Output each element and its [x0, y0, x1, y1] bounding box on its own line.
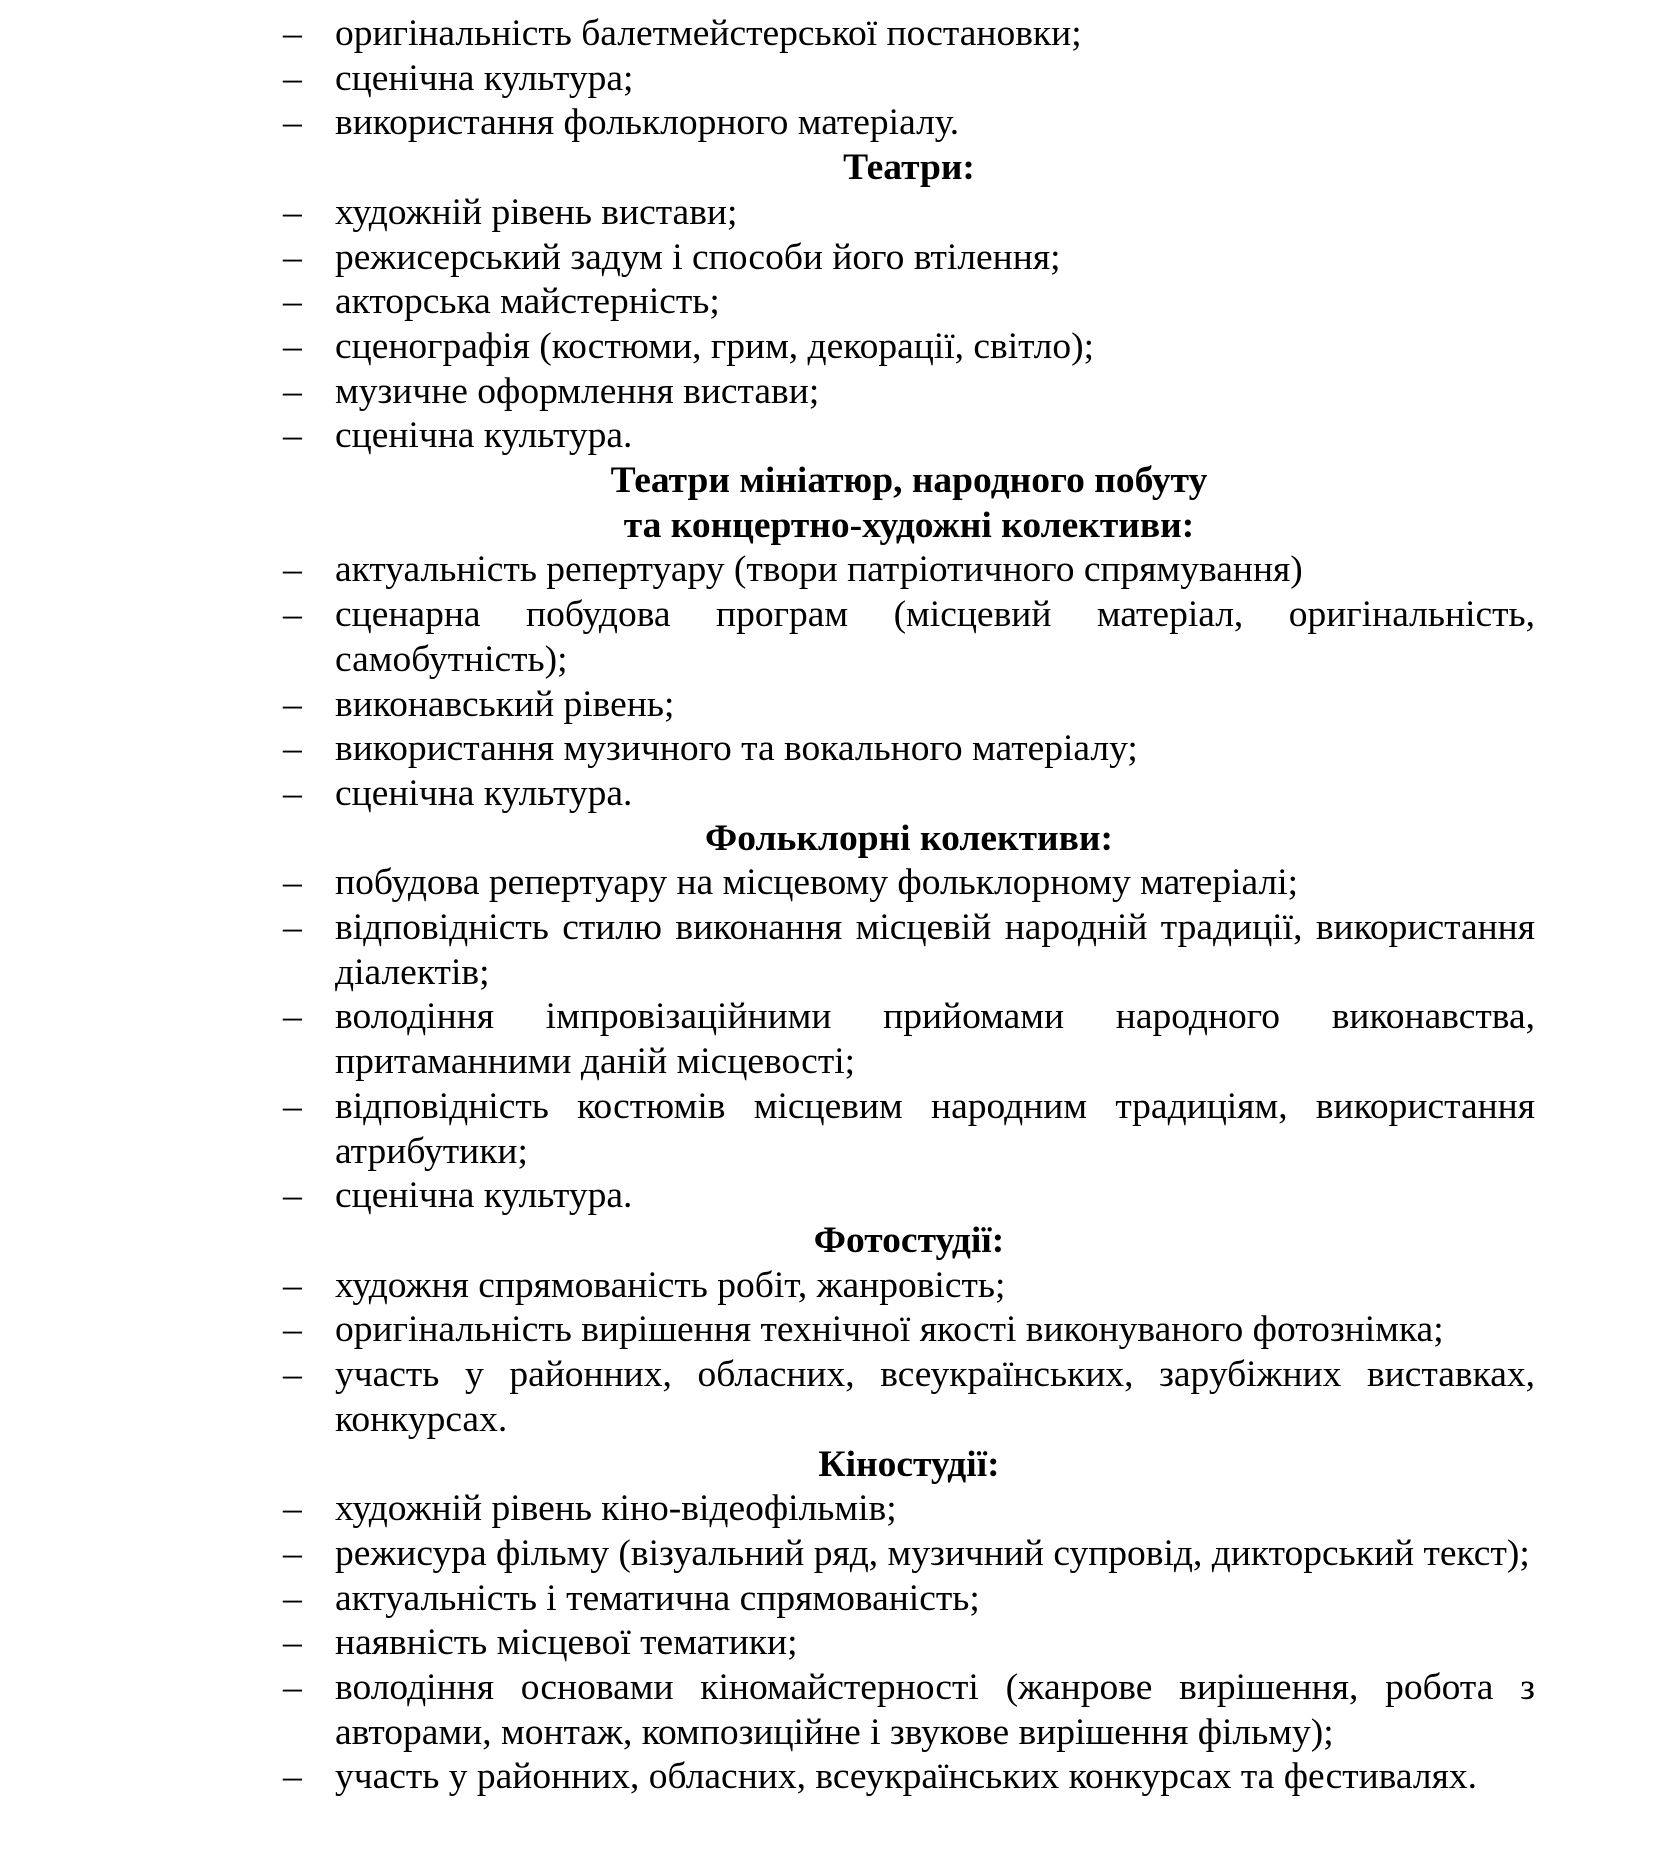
list-item-text: режисура фільму (візуальний ряд, музичний супровід, дикторський текст); — [335, 1532, 1530, 1574]
dash-bullet: – — [283, 415, 302, 457]
section-heading: Фольклорні колективи: — [704, 817, 1113, 859]
dash-bullet: – — [283, 1264, 302, 1306]
dash-bullet: – — [283, 57, 302, 99]
list-item-text: художній рівень вистави; — [335, 191, 738, 233]
list-item-text: використання музичного та вокального матеріалу; — [335, 728, 1138, 770]
section-heading: Театри: — [843, 147, 975, 189]
dash-bullet: – — [283, 996, 302, 1038]
list-item-text: сценічна культура. — [335, 772, 633, 814]
dash-bullet: – — [283, 1309, 302, 1351]
dash-bullet: – — [283, 728, 302, 770]
list-item — [283, 727, 1535, 772]
list-item-text: сценографія (костюми, грим, декорації, світло); — [335, 325, 1094, 367]
list-item-text: режисерський задум і способи його втілення; — [335, 236, 1061, 278]
list-item — [283, 1487, 1535, 1532]
list-item — [283, 325, 1535, 370]
list-item-text: участь у районних, обласних, всеукраїнських, зарубіжних виставках, конкурсах. — [335, 1354, 1535, 1440]
list-item-text: відповідність стилю виконання місцевій народній традиції, використання діалектів; — [335, 907, 1535, 993]
list-item — [283, 1308, 1535, 1353]
list-item-text: володіння імпровізаційними прийомами народного виконавства, притаманними даній місцевості; — [335, 996, 1535, 1083]
list-item — [283, 370, 1535, 415]
list-item-text: художній рівень кіно-відеофільмів; — [335, 1488, 897, 1530]
list-item — [283, 1755, 1535, 1800]
list-item — [283, 414, 1535, 459]
list-item-text: сценічна культура. — [335, 415, 633, 457]
list-item-text: використання фольклорного матеріалу. — [335, 102, 960, 144]
list-item — [283, 1666, 1535, 1755]
list-item — [283, 101, 1535, 146]
list-item-text: актуальність і тематична спрямованість; — [335, 1577, 980, 1619]
list-item — [283, 1577, 1535, 1622]
list-item — [283, 1174, 1535, 1219]
dash-bullet: – — [283, 236, 302, 278]
list-item-text: сценічна культура; — [335, 57, 634, 99]
dash-bullet: – — [283, 1667, 302, 1709]
list-item — [283, 1621, 1535, 1666]
document-section — [283, 1443, 1535, 1801]
list-item — [283, 236, 1535, 281]
list-item — [283, 1532, 1535, 1577]
list-item — [283, 191, 1535, 236]
list-item — [283, 593, 1535, 682]
list-item — [283, 995, 1535, 1084]
dash-bullet: – — [283, 281, 302, 323]
list-item-text: володіння основами кіномайстерності (жанрове вирішення, робота з авторами, монтаж, композиційне і звукове вирішення фільму); — [335, 1667, 1535, 1753]
list-item-text: художня спрямованість робіт, жанровість; — [335, 1264, 1006, 1306]
document-page — [283, 12, 1535, 1800]
list-item — [283, 906, 1535, 995]
list-item-text: відповідність костюмів місцевим народним традиціям, використання атрибутики; — [335, 1085, 1535, 1172]
list-item-text: музичне оформлення вистави; — [335, 370, 820, 412]
dash-bullet: – — [283, 1622, 302, 1664]
dash-bullet: – — [283, 1175, 302, 1217]
section-heading: Кіностудії: — [818, 1443, 1000, 1485]
list-item — [283, 548, 1535, 593]
list-item-text: акторська майстерність; — [335, 281, 720, 323]
list-item — [283, 280, 1535, 325]
list-item-text: побудова репертуару на місцевому фольклорному матеріалі; — [335, 862, 1299, 904]
dash-bullet: – — [283, 325, 302, 367]
dash-bullet: – — [283, 772, 302, 814]
dash-bullet: – — [283, 1488, 302, 1530]
dash-bullet: – — [283, 13, 302, 54]
dash-bullet: – — [283, 549, 302, 591]
list-item-text: оригінальність вирішення технічної якості виконуваного фотознімка; — [335, 1309, 1444, 1351]
document-section — [283, 146, 1535, 459]
dash-bullet: – — [283, 1085, 302, 1127]
list-item — [283, 12, 1535, 57]
dash-bullet: – — [283, 907, 302, 949]
dash-bullet: – — [283, 862, 302, 904]
list-item — [283, 57, 1535, 102]
list-item-text: виконавський рівень; — [335, 683, 675, 725]
list-item-text: оригінальність балетмейстерської постановки; — [335, 13, 1082, 54]
dash-bullet: – — [283, 594, 302, 636]
dash-bullet: – — [283, 1532, 302, 1574]
document-section — [283, 459, 1535, 817]
list-item-text: актуальність репертуару (твори патріотичного спрямування) — [335, 549, 1303, 591]
document-section — [283, 817, 1535, 1219]
dash-bullet: – — [283, 1354, 302, 1396]
section-heading: та концертно-художні колективи: — [623, 504, 1195, 546]
list-item-text: сценарна побудова програм (місцевий матеріал, оригінальність, самобутність); — [335, 594, 1535, 680]
dash-bullet: – — [283, 191, 302, 233]
list-item — [283, 861, 1535, 906]
list-item — [283, 1264, 1535, 1309]
list-item — [283, 683, 1535, 728]
list-item-text: наявність місцевої тематики; — [335, 1622, 798, 1664]
list-item-text: участь у районних, обласних, всеукраїнських конкурсах та фестивалях. — [335, 1756, 1477, 1798]
document-section — [283, 12, 1535, 146]
dash-bullet: – — [283, 683, 302, 725]
document-section — [283, 1219, 1535, 1443]
list-item-text: сценічна культура. — [335, 1175, 633, 1217]
dash-bullet: – — [283, 370, 302, 412]
list-item — [283, 1085, 1535, 1174]
section-heading: Театри мініатюр, народного побуту — [610, 460, 1208, 502]
list-item — [283, 1353, 1535, 1442]
dash-bullet: – — [283, 1577, 302, 1619]
section-heading: Фотостудії: — [813, 1219, 1005, 1261]
list-item — [283, 772, 1535, 817]
dash-bullet: – — [283, 102, 302, 144]
dash-bullet: – — [283, 1756, 302, 1798]
